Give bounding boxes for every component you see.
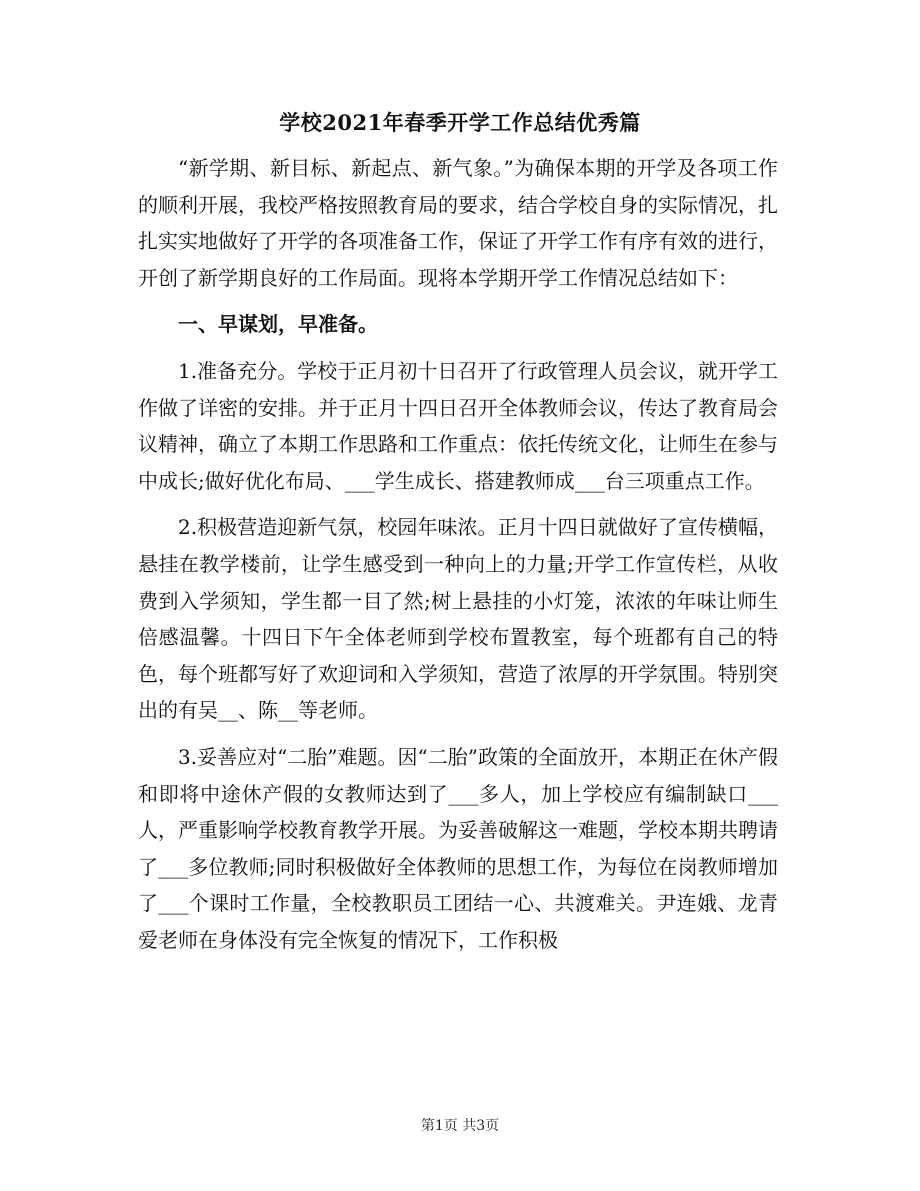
paragraph-item-2: 2.积极营造迎新气氛，校园年味浓。正月十四日就做好了宣传横幅，悬挂在教学楼前，让学生感受到一种向上的力量;开学工作宣传栏，从收费到入学须知，学生都一目了然;树上悬挂的小灯笼，浓浓的年味让师生倍感温馨。十四日下午全体老师到学校布置教室，每个班都有自己的特色，每个班都写好了欢迎词和入学须知，营造了浓厚的开学氛围。特别突出的有吴__、陈__等老师。 (138, 515, 778, 723)
paragraph-item-1: 1.准备充分。学校于正月初十日召开了行政管理人员会议，就开学工作做了详密的安排。并于正月十四日召开全体教师会议，传达了教育局会议精神，确立了本期工作思路和工作重点：依托传统文化，让师生在参与中成长;做好优化布局、___学生成长、搭建教师成___台三项重点工作。 (138, 358, 778, 493)
section-heading: 一、早谋划，早准备。 (178, 312, 378, 337)
document-title: 学校2021年春季开学工作总结优秀篇 (279, 110, 641, 135)
intro-paragraph: “新学期、新目标、新起点、新气象。”为确保本期的开学及各项工作的顺利开展，我校严格按照教育局的要求，结合学校自身的实际情况，扎扎实实地做好了开学的各项准备工作，保证了开学工作有序有效的进行，开创了新学期良好的工作局面。现将本学期开学工作情况总结如下： (138, 156, 778, 290)
paragraph-item-3: 3.妥善应对“二胎”难题。因“二胎”政策的全面放开，本期正在休产假和即将中途休产假的女教师达到了___多人，加上学校应有编制缺口___人，严重影响学校教育教学开展。为妥善破解这一难题，学校本期共聘请了___多位教师;同时积极做好全体教师的思想工作，为每位在岗教师增加了___个课时工作量，全校教职员工团结一心、共渡难关。尹连娥、龙青爱老师在身体没有完全恢复的情况下，工作积极 (138, 744, 778, 952)
document-body (138, 150, 778, 968)
page-number-footer: 第1页 共3页 (420, 1118, 500, 1134)
